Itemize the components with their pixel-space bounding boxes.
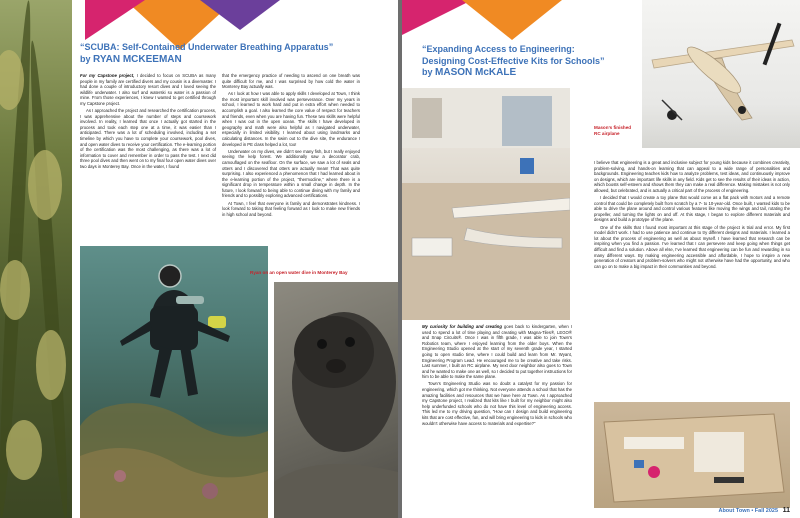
paragraph: I believe that engineering is a great and inclusive subject for young kids because it combines creativity, problem-solving, and hands-on learning that can appeal to a wide range of personalities and backgrounds. Engineering teaches kids how to analyze problems, test ideas, and continuously improve on designs, which are important life skills in any field. Kids get to see the results of their ideas in action, which boosts self-esteem and shows them they can make a real difference. Making mistakes is not only allowed, but celebrated, and is actually a critical part of the process of engineering.: [594, 160, 790, 193]
paragraph: Underwater on my dives, we didn’t see many fish, but I really enjoyed seeing the kelp forest. We additionally saw a decorator crab, camouflaged on the seafloor. On the surface, we saw a lot of seals and otters and I discovered that otters are actually mean! That was quite surprising. I also experienced a phenomenon that I had learned about in the e-learning portion of the project, “thermocline,” where there is a significant drop in temperature within a small change in depth. In the future, I look forward to being able to continue diving with my family and friends and to possibly exploring advanced certifications.: [222, 148, 360, 199]
airplane-photo: [642, 0, 800, 148]
seal-photo: [274, 282, 398, 518]
paragraph: For my Capstone project, I decided to focus on SCUBA as many people in my family are certified divers and my cousin is a divemaster. I had done a couple of introductory resort dives and I loved seeing the wildlife underwater. I also surf and waterski so water is a passion of mine. From those experiences, I knew I wanted to get certified through my Capstone project.: [80, 73, 216, 106]
airplane-illustration: [642, 0, 800, 148]
kit-box-illustration: [594, 402, 790, 508]
kit-box-photo: [594, 402, 790, 508]
page-number: 11: [782, 507, 790, 514]
right-byline: by MASON McKALE: [422, 67, 517, 78]
page-footer: [718, 507, 790, 514]
paragraph: that the emergency practice of needing to ascend on one breath was quite difficult for me, and I was surprised by how cold the water in Monterey Bay actually was.: [222, 73, 360, 90]
left-column-1: [80, 73, 216, 171]
right-article-title: [422, 44, 642, 79]
decorative-triangle-purple: [200, 0, 280, 30]
diver-illustration: [80, 246, 268, 518]
decorative-triangle-orange-top: [462, 0, 562, 40]
footer-publication: About Town • Fall 2025: [718, 508, 779, 514]
left-column-2: [222, 73, 360, 219]
left-byline: by RYAN MCKEEMAN: [80, 53, 182, 65]
left-author: RYAN MCKEEMAN: [93, 53, 182, 65]
paragraph: One of the skills that I found most important at this stage of the project is trial and error. My first model didn’t work. I had to use patience and continue to try different designs and materials. I learned a lot about the process of engineering as well as about myself. I have learned that research can be inspiring when you find a passion. I’ve learned that I can persevere and keep going when things get difficult and find a solution. Above all else, I’ve learned that engineering can be fun and rewarding in so many different ways. By making engineering accessible and affordable, I hope to inspire a new generation of creators and problem-solvers who might not otherwise have had the opportunity, and who can go on to make a big impact in their communities and beyond.: [594, 224, 790, 269]
paragraph: As I look at how I was able to apply skills I developed at Town, I think the most important skill involved was perseverance. Over my years in school, I learned to work hard and put in extra effort when needed to accomplish a goal. I also learned the core value of respect for teachers and friends, even when you are having fun. These two skills were helpful when I was out in the open ocean. The skills I have developed in geography and math were also helpful as I navigated underwater, especially in limited visibility. I learned about using landmarks and calculating distances. In the swim out to the dive site, the endurance I developed in PE class helped a lot, too!: [222, 91, 360, 147]
paragraph: As I approached the project and researched the certification process, I was apprehensive about the number of steps and coursework involved. In reality, I learned that once I actually got started in the process and took each step one at a time, it was easier than I anticipated. There was a lot of scheduling involved, including a set timeline by which you have to complete your coursework, pool dives, and open water dives to receive your certification. The e-learning portion of the certification was the most challenging, as there was a lot of information to cover and remember in order to pass the test. I next did three pool dives and then went on to my final four open water dives over two days in Monterey Bay. Once in the water, I found: [80, 108, 216, 169]
left-article-title: [80, 42, 380, 65]
decorative-triangle-magenta: [85, 0, 145, 40]
diver-photo: [80, 246, 268, 518]
paragraph: I decided that I would create a toy plane that would come as a flat pack with motors and a remote control that could be completely built from scratch by a 7- to 10-year-old. Once built, I wanted kids to be able to drive the plane around and control various features like moving the wings and tail, rotating the propeller, and turning the lights on and off. At this stage, I began to explore different materials and designs and build a prototype of the plane.: [594, 195, 790, 223]
left-title-text: “SCUBA: Self-Contained Underwater Breathing Apparatus”: [80, 42, 334, 52]
paragraph: At Town, I feel that everyone is family and demonstrates kindness. I look forward to taking that feeling forward as I look to make new friends in high school and beyond.: [222, 200, 360, 217]
paragraph: My curiosity for building and creating goes back to kindergarten, when I used to spend a lot of time playing and creating with Magna-Tiles®, LEGO® and Snap Circuits®. Once I was in fifth grade, I was able to join Town’s Robotics team, where I enjoyed learning from the older boys. When the Engineering Studio opened at the start of my seventh grade year, I started going to open studio time, where I could build and learn from Mr. Wyant, Engineering Program Lead. He encouraged me to be creative and take risks. Last summer, I built an RC airplane. My next door neighbor also goes to Town and he wanted to make one as well, so I decided to put together instructions for him to be able to make the same plane.: [422, 324, 572, 380]
paragraph: Town’s Engineering Studio was no doubt a catalyst for my passion for engineering, which got me thinking. Not everyone attends a school that has the amazing facilities and resources that we have here at Town. As I approached my Capstone project, I realized that kits like I built for my neighbor might also help underfunded schools who do not have this level of engineering access. This led me to my driving question, “How can I design and build engineering kits that are cost effective, fun, and will bring engineering to kids in schools who wouldn’t otherwise have access to materials and expertise?”: [422, 381, 572, 426]
left-photo-caption: Ryan on an open water dive in Monterey Bay: [250, 270, 348, 275]
workshop-illustration: [402, 88, 570, 320]
workshop-photo: [402, 88, 570, 320]
right-photo-caption: Mason’s finished RC airplane: [594, 125, 632, 136]
right-title-line-2: Designing Cost-Effective Kits for Schools”: [422, 55, 605, 66]
right-column-left: [422, 324, 572, 428]
right-column-right: [594, 160, 790, 271]
right-author: MASON McKALE: [435, 67, 517, 78]
seal-illustration: [274, 282, 398, 518]
right-page: [402, 0, 800, 518]
left-page: [0, 0, 398, 518]
kelp-photo-strip: [0, 0, 72, 518]
right-title-line-1: “Expanding Access to Engineering:: [422, 44, 575, 54]
